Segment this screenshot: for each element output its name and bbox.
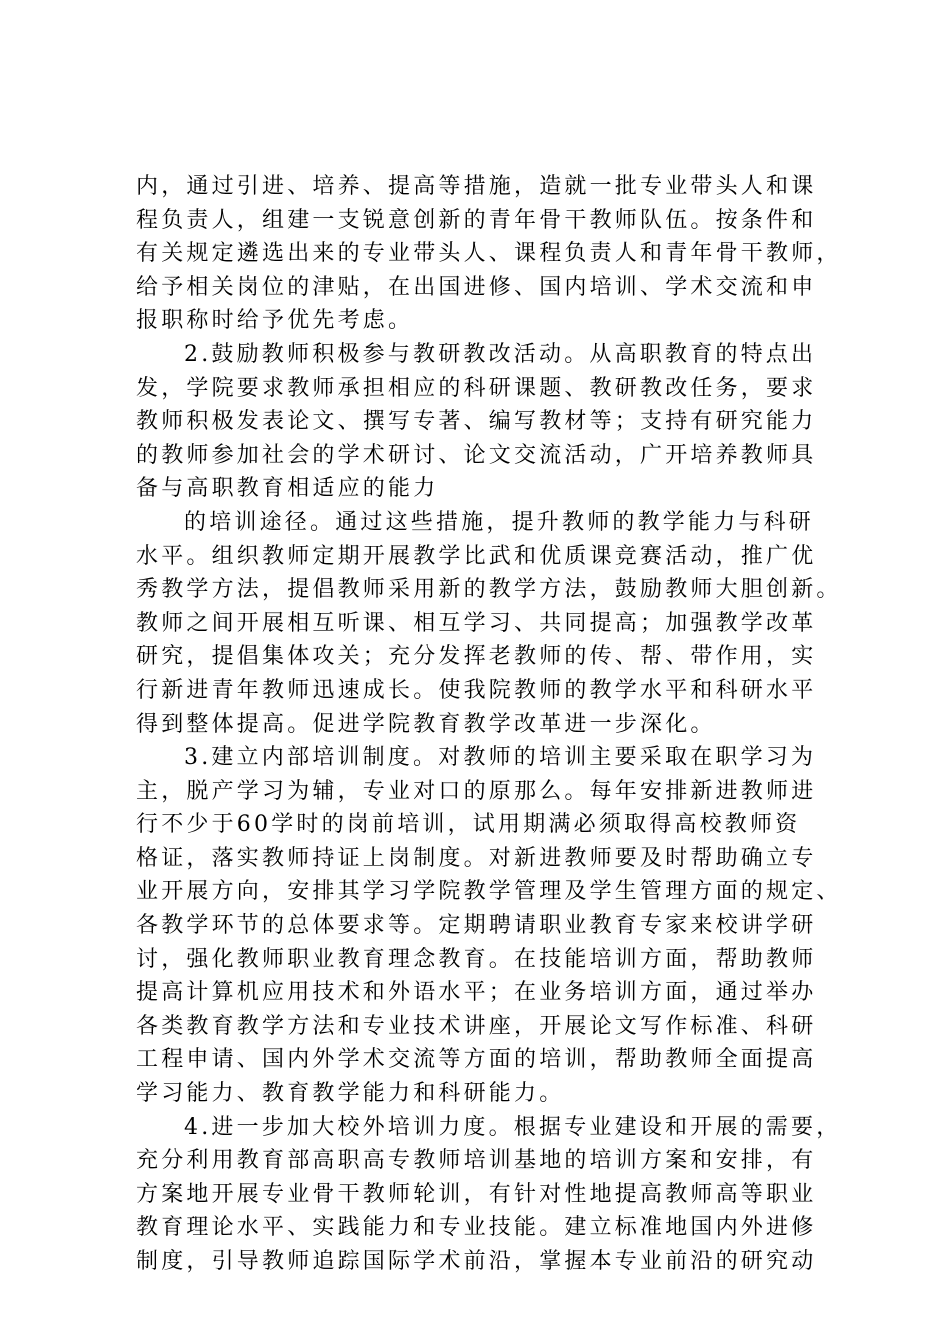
text-line: 格证，落实教师持证上岗制度。对新进教师要及时帮助确立专 bbox=[136, 845, 817, 871]
text-line: 方案地开展专业骨干教师轮训，有针对性地提高教师高等职业 bbox=[136, 1181, 817, 1207]
text-line: 给予相关岗位的津贴，在出国进修、国内培训、学术交流和申 bbox=[136, 274, 817, 300]
text-line: 制度，引导教师追踪国际学术前沿，掌握本专业前沿的研究动 bbox=[136, 1249, 817, 1274]
paragraph-first-line: 的培训途径。通过这些措施，提升教师的教学能力与科研 bbox=[184, 509, 815, 535]
text-line: 有关规定遴选出来的专业带头人、课程负责人和青年骨干教师， bbox=[136, 241, 842, 267]
paragraph-first-line: 3.建立内部培训制度。对教师的培训主要采取在职学习为 bbox=[184, 745, 817, 771]
text-line: 秀教学方法，提倡教师采用新的教学方法，鼓励教师大胆创新。 bbox=[136, 577, 842, 603]
text-line: 学习能力、教育教学能力和科研能力。 bbox=[136, 1081, 565, 1107]
text-line: 教师积极发表论文、撰写专著、编写教材等；支持有研究能力 bbox=[136, 409, 817, 435]
text-line: 得到整体提高。促进学院教育教学改革进一步深化。 bbox=[136, 711, 716, 737]
text-line: 充分利用教育部高职高专教师培训基地的培训方案和安排，有 bbox=[136, 1148, 817, 1174]
text-line: 业开展方向，安排其学习学院教学管理及学生管理方面的规定、 bbox=[136, 879, 842, 905]
text-line: 行新进青年教师迅速成长。使我院教师的教学水平和科研水平 bbox=[136, 677, 817, 703]
text-line: 发，学院要求教师承担相应的科研课题、教研教改任务，要求 bbox=[136, 375, 817, 401]
paragraph-first-line: 4.进一步加大校外培训力度。根据专业建设和开展的需要， bbox=[184, 1114, 842, 1140]
text-line: 讨，强化教师职业教育理念教育。在技能培训方面，帮助教师 bbox=[136, 946, 817, 972]
text-line: 行不少于60学时的岗前培训，试用期满必须取得高校教师资 bbox=[136, 812, 801, 838]
text-line: 的教师参加社会的学术研讨、论文交流活动，广开培养教师具 bbox=[136, 442, 817, 468]
text-line: 研究，提倡集体攻关；充分发挥老教师的传、帮、带作用，实 bbox=[136, 644, 817, 670]
text-line: 教育理论水平、实践能力和专业技能。建立标准地国内外进修 bbox=[136, 1215, 817, 1241]
text-line: 程负责人，组建一支锐意创新的青年骨干教师队伍。按条件和 bbox=[136, 207, 817, 233]
text-line: 备与高职教育相适应的能力 bbox=[136, 476, 439, 502]
text-line: 水平。组织教师定期开展教学比武和优质课竞赛活动，推广优 bbox=[136, 543, 817, 569]
text-line: 教师之间开展相互听课、相互学习、共同提高；加强教学改革 bbox=[136, 610, 817, 636]
text-line: 内，通过引进、培养、提高等措施，造就一批专业带头人和课 bbox=[136, 174, 817, 199]
paragraph-first-line: 2.鼓励教师积极参与教研教改活动。从高职教育的特点出 bbox=[184, 341, 817, 367]
text-line: 工程申请、国内外学术交流等方面的培训，帮助教师全面提高 bbox=[136, 1047, 817, 1073]
text-line: 各教学环节的总体要求等。定期聘请职业教育专家来校讲学研 bbox=[136, 913, 817, 939]
text-line: 提高计算机应用技术和外语水平；在业务培训方面，通过举办 bbox=[136, 980, 817, 1006]
text-line: 各类教育教学方法和专业技术讲座，开展论文写作标准、科研 bbox=[136, 1013, 817, 1039]
body-text bbox=[136, 170, 842, 1279]
text-line: 主，脱产学习为辅，专业对口的原那么。每年安排新进教师进 bbox=[136, 778, 817, 804]
text-line: 报职称时给予优先考虑。 bbox=[136, 308, 414, 334]
